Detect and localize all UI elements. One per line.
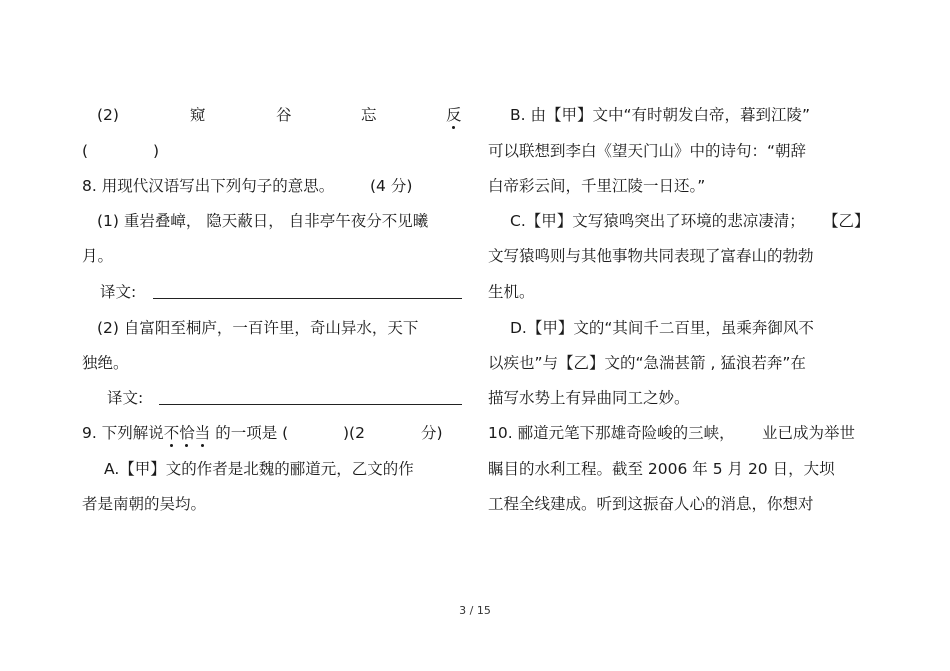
- q7-number: (2): [97, 106, 119, 124]
- q8-title: 8. 用现代汉语写出下列句子的意思。: [82, 177, 335, 195]
- q10-line-3: 工程全线建成。听到这振奋人心的消息，你想对: [488, 495, 814, 513]
- q8-sentence-2-line-1: (2) 自富阳至桐庐，一百许里，奇山异水，天下: [97, 319, 419, 337]
- q8-sentence-1-line-1: (1) 重岩叠嶂， 隐天蔽日， 自非亭午夜分不见曦: [97, 212, 429, 230]
- q9-option-c-line-1b: 【乙】: [823, 212, 870, 230]
- q10-line-1b: 业已成为举世: [762, 424, 856, 442]
- q8-translation-label-1: 译文:: [100, 283, 137, 301]
- q7-word-4: [446, 105, 462, 125]
- q9-text-b: 的一项是 (: [210, 424, 289, 442]
- q10-line-2: 瞩目的水利工程。截至 2006 年 5 月 20 日，大坝: [488, 460, 835, 478]
- q9-option-c-line-3: 生机。: [488, 283, 535, 301]
- q9-option-b-line-3: 白帝彩云间，千里江陵一日还。”: [488, 177, 706, 195]
- q9-dotted-char-3: 当: [194, 424, 211, 442]
- q9-dotted-char-1: 不: [163, 424, 180, 442]
- q7-word-2: 谷: [276, 106, 292, 124]
- q9-text-a: 9. 下列解说: [82, 424, 164, 442]
- q7-paren-open: (: [82, 142, 89, 160]
- q7-word-1: 窥: [190, 106, 206, 124]
- q9-option-a-line-2: 者是南朝的吴均。: [82, 495, 207, 513]
- q9-dotted-char-2: 恰: [179, 424, 195, 442]
- q8-answer-line-1[interactable]: [153, 298, 462, 299]
- page-number: 3 / 15: [459, 604, 491, 617]
- q8-translation-label-2: 译文:: [107, 389, 144, 407]
- q9-option-d-line-3: 描写水势上有异曲同工之妙。: [488, 389, 690, 407]
- q9-option-b-line-1: B. 由【甲】文中“有时朝发白帝，暮到江陵”: [510, 106, 811, 124]
- q9-option-c-line-2: 文写猿鸣则与其他事物共同表现了富春山的勃勃: [488, 247, 814, 265]
- q8-sentence-2-line-2: 独绝。: [82, 354, 129, 372]
- q9-option-a-line-1: A.【甲】文的作者是北魏的郦道元，乙文的作: [104, 460, 414, 478]
- q8-sentence-1-line-2: 月。: [82, 247, 114, 265]
- q9-question: [82, 423, 288, 443]
- q10-line-1a: 10. 郦道元笔下那雄奇险峻的三峡，: [488, 424, 735, 442]
- q9-option-c-line-1a: C.【甲】文写猿鸣突出了环境的悲凉凄清；: [510, 212, 805, 230]
- q9-text-c: )(2: [343, 424, 365, 442]
- q7-word-4-dotted: 反: [446, 106, 462, 124]
- q7-word-3: 忘: [361, 106, 377, 124]
- q8-answer-line-2[interactable]: [159, 404, 462, 405]
- q7-paren-close: ): [153, 142, 160, 160]
- q9-option-d-line-1: D.【甲】文的“其间千二百里，虽乘奔御风不: [510, 319, 814, 337]
- q9-option-d-line-2: 以疾也”与【乙】文的“急湍甚箭 , 猛浪若奔”在: [488, 354, 806, 372]
- q9-text-d: 分): [421, 424, 443, 442]
- q8-points: (4 分): [370, 177, 413, 195]
- q9-option-b-line-2: 可以联想到李白《望天门山》中的诗句：“朝辞: [488, 142, 807, 160]
